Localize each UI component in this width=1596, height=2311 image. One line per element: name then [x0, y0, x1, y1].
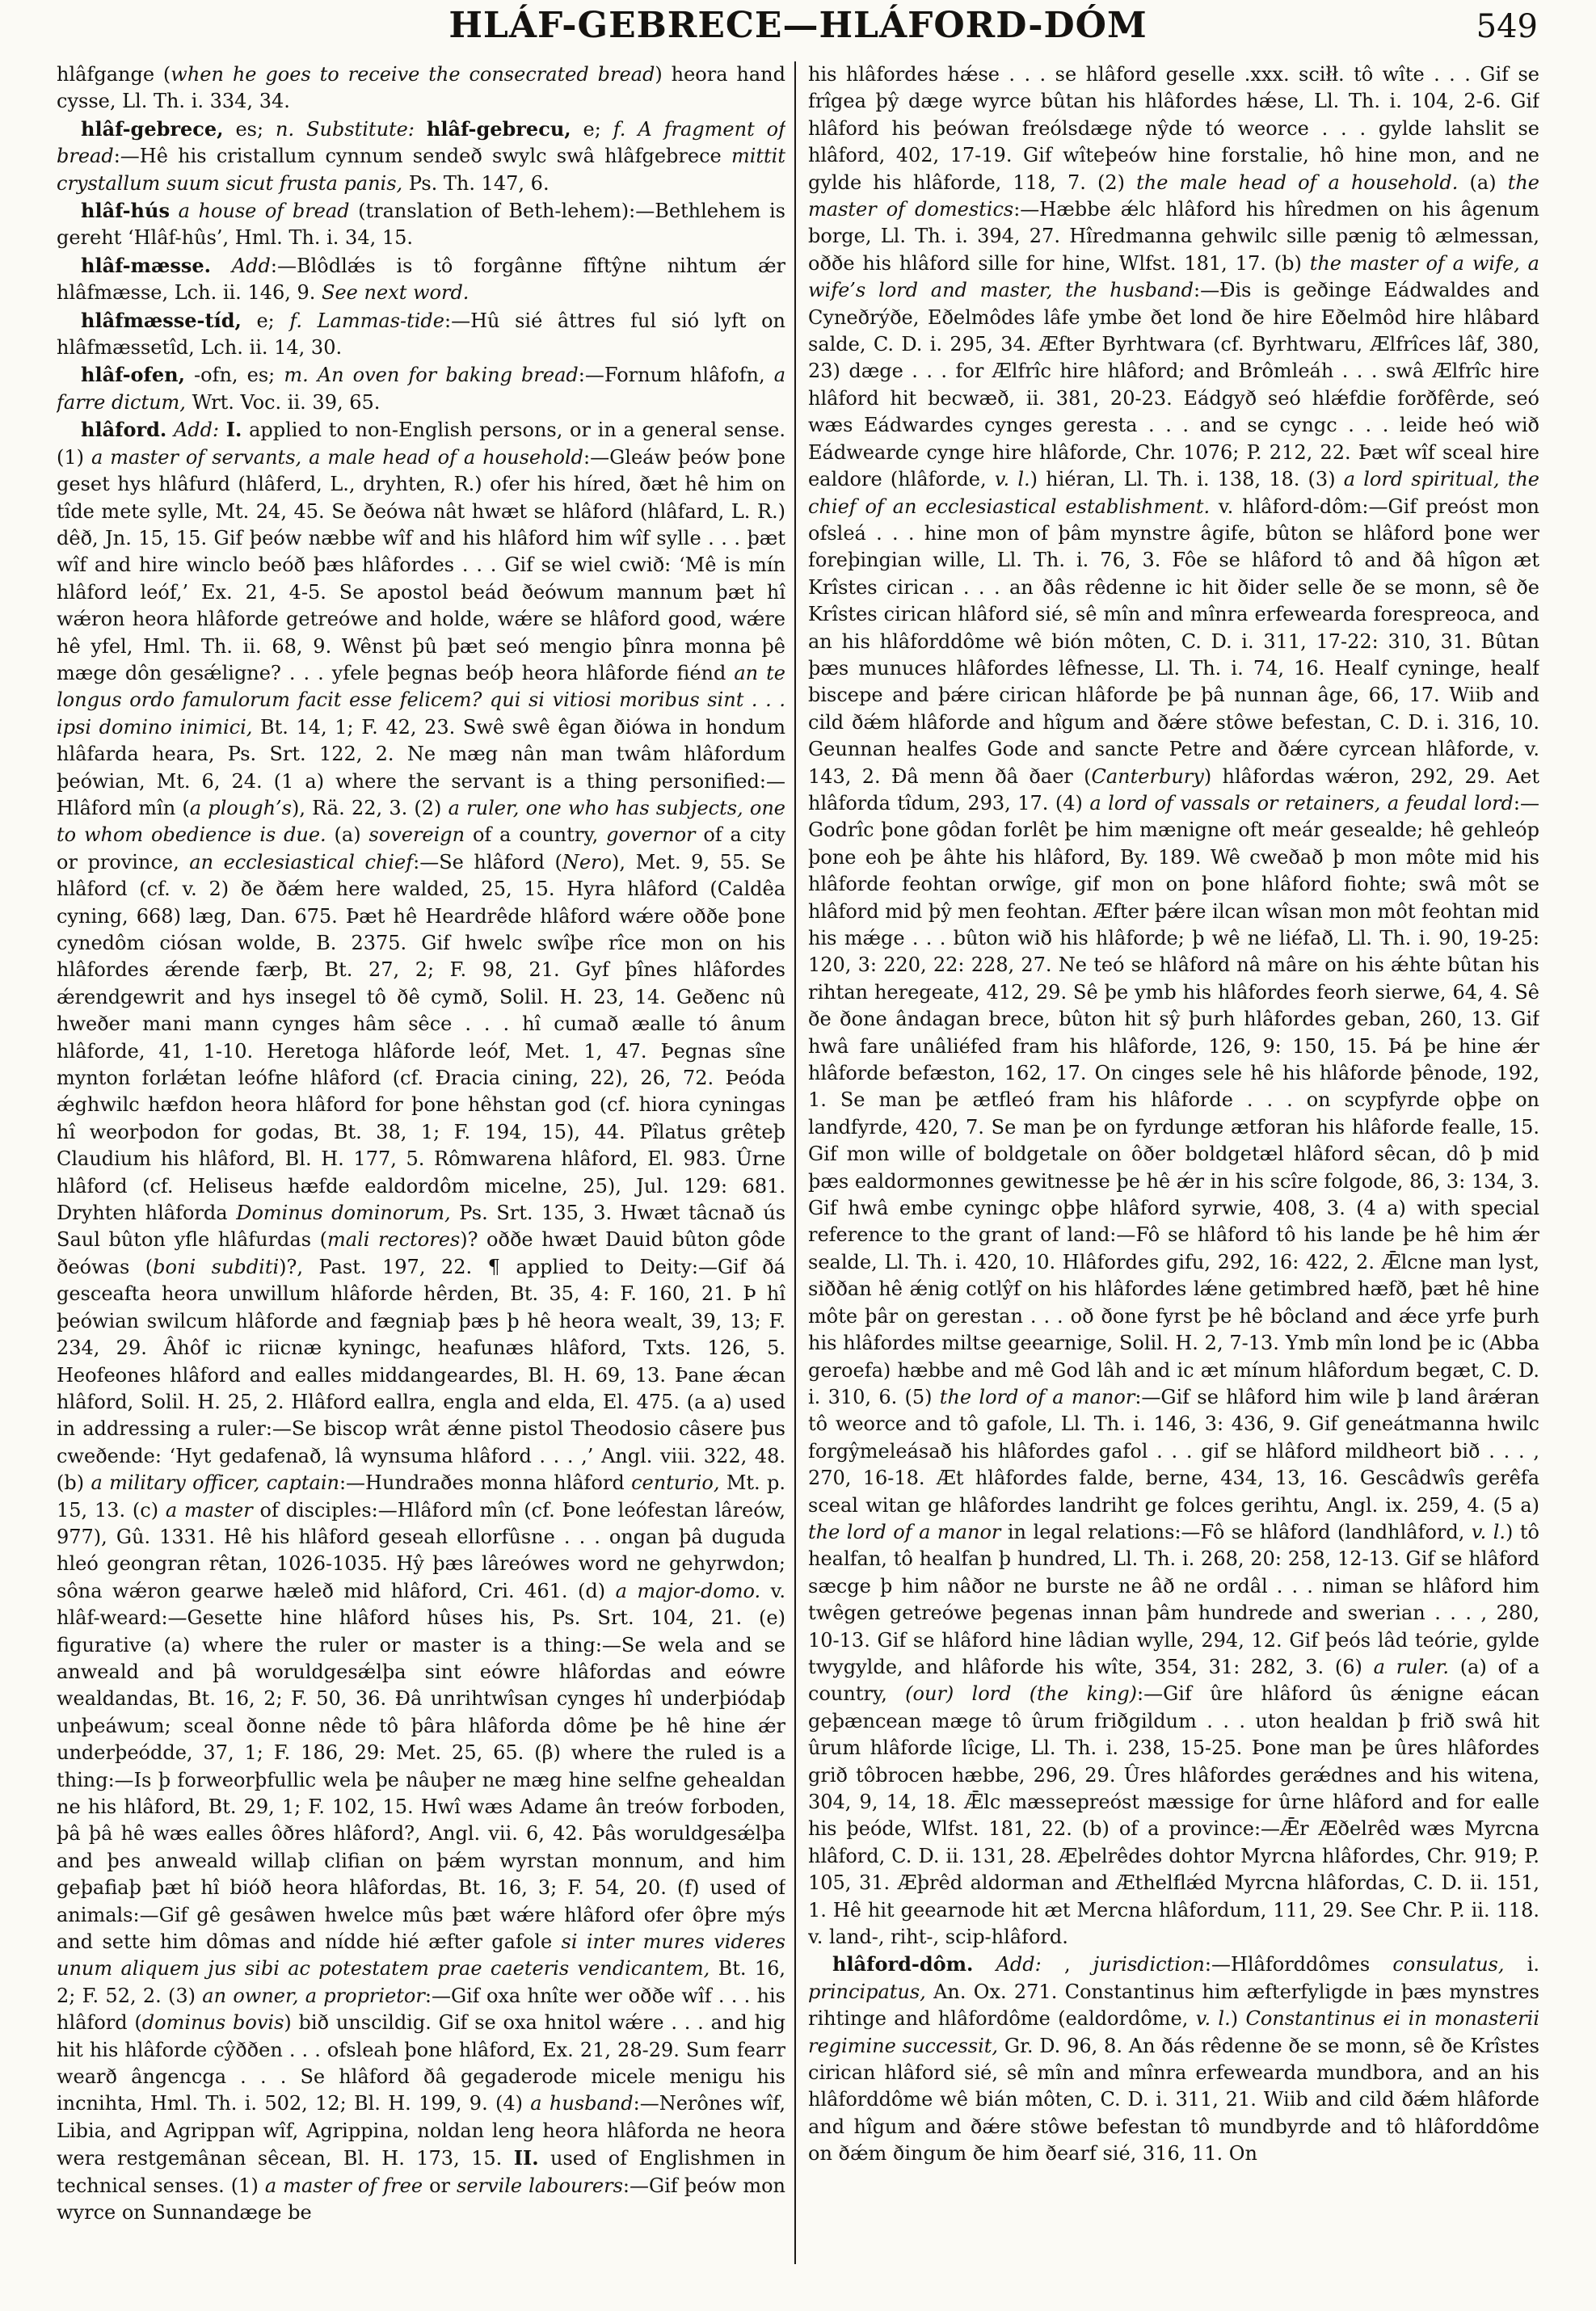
body-text: :—Hlâforddômes	[1204, 1953, 1393, 1976]
body-text: in legal relations:—Fô se hlâford (landhlâford,	[1000, 1520, 1472, 1543]
dictionary-entry	[57, 116, 785, 197]
italic-text: Constantinus ei in monasterii regimine successit,	[808, 2007, 1539, 2057]
italic-text: when he goes to receive the consecrated bread	[171, 63, 655, 86]
headword-text: II.	[513, 2146, 539, 2170]
body-text: :—Hê his cristallum cynnum sendeð swylc swâ hlâfgebrece	[113, 145, 731, 168]
italic-text: n.	[276, 117, 295, 141]
italic-text: v. l.	[994, 468, 1030, 491]
body-text: (a) of a country,	[808, 1655, 1539, 1706]
body-text: :—Nerônes wîf, Libia, and Agrippan wîf, Agrippina, noldan leng heora hlâforda ne heora wera restgemânan sêcean, Bl. H. 173, 15.	[57, 2092, 785, 2170]
body-text: :—Hundraðes monna hlâford	[339, 1471, 632, 1495]
italic-text: Add:	[996, 1953, 1042, 1976]
headword-text: hlâf-gebrece,	[81, 116, 224, 141]
italic-text: a master of free	[264, 2174, 423, 2197]
italic-text: the male head of a household.	[1136, 170, 1459, 194]
italic-text: the lord of a manor	[808, 1520, 1001, 1543]
body-text: ), Met. 9, 55. Se hlâford (cf. v. 2) ðe ðǽm here walded, 25, 15. Hyra hlâford (Caldêa cyning, 668) læg, Dan. 675. Þæt hê Heardrêde hlâford wǽre oððe þone cynedôm ciósan wolde, B. 2375. Gif hwelc swîþe rîce mon on his hlâfordes ǽrende færþ, Bt. 27, 2; F. 98, 21. Gyf þînes hlâfordes ǽrendgewrit and hys insegel tô ðê cymð, Solil. H. 23, 14. Geðenc nû hweðer mani mann cynges hâm sêce . . . hî cumað æalle tó ânum hlâforde, 41, 1-10. Heretoga hlâforde leóf, Met. 1, 47. Þegnas sîne mynton forlǽtan leófne hlâford (cf. Ðracia cining, 22), 26, 72. Þeóda ǽghwilc hæfdon heora hlâford for þone hêhstan god (cf. hiora cyningas hî weorþodon for godas, Bt. 38, 1; F. 194, 15), 44. Pîlatus grêteþ Claudium his hlâford, Bl. H. 177, 5. Rômwarena hlâford, El. 983. Ûrne hlâford (cf. Heliseus hæfde ealdordôm micelne, 25), Jul. 129: 681. Dryhten hlâforda	[57, 850, 785, 1225]
body-text: :—Gif ûre hlâford ûs ǽnigne eácan geþæncean mæge tô ûrum friðgildum . . . uton healdan þ frið swâ hit ûrum hlâforde lîcige, Ll. Th. i. 238, 15-25. Þone man þe ûres hlâfordes grið tôbrocen hæbbe, 296, 29. Ûres hlâfordes gerǽdnes and his witena, 304, 9, 14, 18. Ǣlc mæssepreóst mæssige for ûrne hlâford and for ealle his þeóde, Wlfst. 181, 22. (b) of a province:—Ǣr Æðelrêd wæs Myrcna hlâford, C. D. ii. 131, 28. Æþelrêdes dohtor Myrcna hlâfordes, Chr. 919; P. 105, 31. Æþrêd aldorman and Æthelflǽd Myrcna hlâfordas, C. D. ii. 151, 1. Hê hit geearnode hit æt Mercna hlâfordum, 111, 29. See Chr. P. ii. 118. v. land-, riht-, scip-hlâford.	[808, 1682, 1539, 1949]
body-text	[219, 419, 226, 441]
page-number: 549	[1476, 8, 1538, 45]
headword-text: hlâford.	[81, 418, 167, 442]
body-text: :—Ðis is geðinge Eádwaldes and Cyneðrýðe, Eðelmôdes lâfe ymbe ðet lond ðe hire Eðelmôd hire hlâbard salde, C. D. i. 295, 34. Æfter Byrhtwara (cf. Byrhtwaru, Ælfrîces lâf, 380, 23) dæge . . . for Ælfrîc hire hlâford; and Brômleáh . . . swâ Ælfrîc hire hlâford hit becwæð, ii. 381, 20-23. Eádgyð seó hlǽfdie forðfêrde, seó wæs Eádwardes cynges geresta . . . and se cyngc . . . leide heó wið Eádwearde cynge hire hlâforde, Chr. 1076; P. 212, 22. Þæt wîf sceal hire ealdore (hlâforde,	[808, 279, 1539, 491]
headword-text: hlâf-gebrecu,	[426, 116, 571, 141]
body-text: v. hlâf-weard:—Gesette hine hlâford hûses his, Ps. Srt. 104, 21. (e) figurative (a) where the ruler or master is a thing:—Se wela and se anweald and þâ woruldgesǽlþa sint eówre hlâfordas and eówre wealdandas, Bt. 16, 2; F. 50, 36. Ðâ unrihtwîsan cynges hî underþiódaþ unþeáwum; sceal ðonne nêde tô þâra hlâforda dôme þe hê hine ǽr underþeódde, 37, 1; F. 186, 29: Met. 25, 65. (β) where the ruled is a thing:—Is þ forweorþfullic wela þe nâuþer ne mæg hine selfne gehealdan ne his hlâford, Bt. 29, 1; F. 102, 15. Hwî wæs Adame ân treów forboden, þâ þâ hê wæs ealles ôðres hlâford?, Angl. vii. 6, 42. Þâs woruldgesǽlþa and þes anweald willaþ clifian on þǽm wyrstan monnum, and him geþafiaþ þæt hî bióð heora hlâfordas, Bt. 16, 3; F. 54, 20. (f) used of animals:—Gif gê gesâwen hwelce mûs þæt wǽre hlâford ofer ôþre mýs and sette him dômas and nídde hié æfter gafole	[57, 1579, 785, 1954]
italic-text: m. An oven for baking bread	[284, 364, 579, 387]
italic-text: a major-domo.	[615, 1579, 761, 1602]
italic-text: Dominus dominorum,	[236, 1202, 451, 1225]
headword-text: hlâf-ofen,	[81, 363, 185, 387]
body-text: :—Godrîc þone gôdan forlêt þe him mænigne oft meár gesealde; hê gehleóp þone eoh þe âhte his hlâford, By. 189. Wê cweðað þ mon môte mid his hlâforde feohtan orwîge, gif mon on þone hlâford fiohte; swâ môt se hlâford mid þŷ men feohtan. Æfter þǽre ilcan wîsan mon môt feohtan mid his mǽge . . . bûton wið his hlâforde; þ wê ne liéfað, Ll. Th. i. 90, 19-25: 120, 3: 220, 22: 228, 27. Ne teó se hlâford nâ mâre on his ǽhte bûtan his rihtan heregeate, 412, 29. Sê þe ymb his hlâfordes feorh sierwe, 64, 4. Sê ðe ðone ândagan brece, bûton hit sŷ þurh hlâfordes geban, 260, 13. Gif hwâ fare unâliéfed fram his hlâforde, 126, 9: 150, 15. Þá þe hine ǽr hlâforde befæston, 162, 17. On cinges sele hê his hlâforde þênode, 192, 1. Se man þe ætfleó fram his hlâforde . . . on scypfyrde oþþe on landfyrde, 420, 7. Se man þe on fyrdunge ætforan his hlâforde fealle, 15. Gif mon wille of boldgetale on ôðer boldgetæl hlâford sêcan, dô þ mid þæs ealdormonnes gewitnesse þe hê ǽr in his scîre folgode, 86, 3: 134, 3. Gif hwâ embe cyningc oþþe hlâford syrwie, 408, 3. (4 a) with special reference to the grant of land:—Fô se hlâford tô his lande þe hê him ǽr sealde, Ll. Th. i. 420, 10. Hlâfordes gifu, 292, 16: 422, 2. Ǣlcne man lyst, siððan hê ǽnig cotlŷf on his hlâfordes lǽne getimbred hæfð, þæt hê hine môte þâr on gerestan . . . oð ðone fyrst þe hê bôcland and ǽce yrfe þurh his hlâfordes miltse geearnige, Solil. H. 2, 7-13. Ymb mîn lond þe ic (Abba geroefa) hæbbe and mê God lâh and ic æt mínum hlâfordum begæt, C. D. i. 310, 6. (5)	[808, 791, 1539, 1408]
body-text: ) hiéran, Ll. Th. i. 138, 18. (3)	[1030, 468, 1344, 491]
italic-text: a ruler, one who has subjects, one to whom obedience is due.	[57, 796, 785, 847]
italic-text: f. A fragment of bread	[57, 117, 785, 168]
body-text	[415, 118, 427, 141]
body-text: :—Se hlâford (	[413, 850, 562, 873]
running-head-title: HLÁF-GEBRECE—HLÁFORD-DÓM	[448, 5, 1148, 46]
body-text: ), Rä. 22, 3. (2)	[291, 796, 448, 819]
headword-text: hlâford-dôm.	[832, 1952, 974, 1976]
body-text: of a country,	[465, 823, 607, 847]
body-text: (translation of Beth-lehem):—Bethlehem is gereht ‘Hlâf-hûs’, Hml. Th. i. 34, 15.	[57, 200, 785, 250]
body-text: used of Englishmen in technical senses. (1)	[57, 2147, 785, 2197]
dictionary-entry	[808, 61, 1539, 1951]
italic-text: principatus,	[808, 1980, 926, 2003]
headword-text: I.	[225, 418, 242, 442]
body-text: -ofn, es;	[184, 364, 284, 387]
body-text: e;	[571, 117, 613, 141]
italic-text: governor	[606, 823, 696, 847]
dictionary-entry	[57, 252, 785, 307]
body-text: i.	[1504, 1953, 1539, 1976]
body-text: :—Gif oxa hnîte wer oððe wîf . . . his hlâford (	[57, 1984, 785, 2035]
dictionary-entry	[808, 1951, 1539, 2167]
headword-text: hlâfmæsse-tíd,	[81, 308, 242, 332]
italic-text: Add	[231, 254, 271, 277]
dictionary-entry	[57, 61, 785, 116]
body-text: of a city or province,	[57, 823, 785, 873]
italic-text: Substitute:	[306, 117, 415, 141]
italic-text: Nero	[562, 850, 613, 873]
body-text: :—Hû sié âttres ful sió lyft on hlâfmæssetîd, Lch. ii. 14, 30.	[57, 309, 785, 360]
body-text: Gr. D. 96, 8. An ðás rêdenne ðe se monn, sê ðe Krîstes cirican hlâford sié, sê mîn and mînra erfewearda mundbora, and an his hlâforddôme wê bián môten, C. D. i. 311, 21. Wiib and cild ðǽm hlâforde and hîgum and ðǽre stôwe befestan tô mundbyrde and tô hlâforddôme on ðǽm ðingum ðe him ðearf sié, 316, 11. On	[808, 2034, 1539, 2166]
body-text: :—Fornum hlâfofn,	[578, 364, 774, 387]
italic-text: centurio,	[631, 1471, 720, 1495]
body-text: Ps. Th. 147, 6.	[402, 171, 550, 195]
italic-text: a lord of vassals or retainers, a feudal lord	[1089, 791, 1514, 815]
body-text: (a)	[326, 823, 369, 847]
italic-text: an ecclesiastical chief	[189, 850, 414, 873]
body-text: v. hlâford-dôm:—Gif preóst mon ofsleá . . . hine mon of þâm mynstre âgife, bûton se hlâford þone wer foreþingian wille, Ll. Th. i. 76, 3. Fôe se hlâford tô and ðâ hîgon æt Krîstes cirican . . . an ðâs rêdenne ic hit ðider selle ðe se monn, sê ðe Krîstes cirican hlâford sié, sê mîn and mînra erfewearda forespreoca, and an his hlâforddôme wê bión môten, C. D. i. 311, 17-22: 310, 31. Bûtan þæs munuces hlâfordes lêfnesse, Ll. Th. i. 74, 16. Healf cyninge, healf biscepe and þǽre cirican hlâforde þe þâ nunnan âge, 66, 17. Wiib and cild ðǽm hlâforde and hîgum and ðǽre stôwe befestan, C. D. i. 316, 10. Geunnan healfes Gode and sancte Petre and ðǽre cyrcean hlâforde, v. 143, 2. Ðâ menn ðâ ðaer (	[808, 495, 1539, 788]
body-text: ) bið unscildig. Gif se oxa hnitol wǽre . . . and hig hit his hlâforde cŷððen . . . ofsleah þone hlâford, Ex. 21, 28-29. Sum fearr wearð ângencga . . . Se hlâford ðâ gegaderode micele menigu his incnihta, Hml. Th. i. 502, 12; Bl. H. 199, 9. (4)	[57, 2011, 785, 2115]
italic-text: mali rectores	[327, 1228, 461, 1252]
body-text	[170, 200, 179, 222]
body-text	[1011, 1682, 1029, 1705]
column-divider-rule	[794, 61, 796, 2264]
headword-text: hlâf-mæsse.	[81, 253, 211, 277]
dictionary-entry	[57, 361, 785, 416]
italic-text: Add:	[173, 419, 220, 442]
italic-text: boni subditi	[153, 1255, 280, 1278]
body-text: es;	[223, 117, 276, 141]
body-text: ) hlâfordas wǽron, 292, 29. Aet hlâforda tîdum, 293, 17. (4)	[808, 764, 1539, 815]
body-text: or	[423, 2174, 457, 2197]
body-text: )	[1230, 2007, 1246, 2031]
italic-text: the master of a wife, a wife’s lord and master, the husband	[808, 251, 1539, 302]
body-text: his hlâfordes hǽse . . . se hlâford geselle .xxx. sciłł. tô wîte . . . Gif se frîgea þŷ dæge wyrce bûtan his hlâfordes hǽse, Ll. Th. i. 104, 2-6. Gif hlâford his þeówan freólsdæge nŷde tó weorce . . . gylde lahslit se hlâford, 402, 17-19. Gif wîteþeów hine forstalie, hô hine mon, and ne gylde his hlâforde, 118, 7. (2)	[808, 63, 1539, 194]
italic-text: v. l.	[1471, 1520, 1506, 1543]
italic-text: the master of domestics	[808, 170, 1539, 221]
body-text	[211, 255, 232, 277]
body-text: (a)	[1458, 170, 1508, 194]
body-text: applied to non-English persons, or in a general sense. (1)	[57, 419, 785, 469]
italic-text: dominus bovis	[141, 2011, 284, 2035]
body-text: Mt. p. 15, 13. (c)	[57, 1471, 785, 1522]
body-text: )? oððe hwæt Dauid bûton gôde ðeówas (	[57, 1228, 785, 1278]
body-text: :—Gleáw þeów þone geset hys hlâfurd (hlâferd, L., dryhten, R.) ofer his híred, ðæt hê him on tîde mete sylle, Mt. 24, 45. Se ðeówa nât hwæt se hlâford (hlâfard, L. R.) dêð, Jn. 15, 15. Gif þeów næbbe wîf and his hlâford him wîf sylle . . . þæt wîf and hire winclo beóð þæs hlâfordes . . . Gif se wiel cwið: ‘Mê is mín hlâford leóf,’ Ex. 21, 4-5. Se apostol beád ðeówum mannum þæt hî wǽron heora hlâforde getreówe and holde, wǽre se hlâford good, wǽre hê yfel, Hml. Th. ii. 68, 9. Wênst þû þæt seó mengio þînra monna þê mæge dôn gesǽligne? . . . yfele þegnas beóþ heora hlâforde fiénd	[57, 445, 785, 684]
body-text: Bt. 14, 1; F. 42, 23. Swê swê êgan ðiówa in hondum hlâfarda heara, Ps. Srt. 122, 2. Ne mæg nân man twâm hlâfordum þeówian, Mt. 6, 24. (1 a) where the servant is a thing personified:—Hlâford mîn (	[57, 715, 785, 819]
italic-text: a military officer, captain	[91, 1471, 339, 1495]
italic-text: Canterbury	[1091, 764, 1204, 788]
body-text: Bt. 16, 2; F. 52, 2. (3)	[57, 1957, 785, 2007]
italic-text: the lord of a manor	[939, 1385, 1135, 1408]
body-text: ) heora hand cysse, Ll. Th. i. 334, 34.	[57, 63, 785, 113]
body-text: ,	[1041, 1953, 1093, 1976]
body-text: Ps. Srt. 135, 3. Hwæt tâcnað ús Saul bûton yfle hlâfurdas (	[57, 1202, 785, 1252]
italic-text: an te longus ordo famulorum facit esse felicem? qui si vitiosi moribus sint . . . ipsi domino inimici,	[57, 661, 785, 739]
italic-text: mittit crystallum suum sicut frusta panis,	[57, 145, 785, 195]
body-text: hlâfgange (	[57, 63, 171, 86]
italic-text: (the king)	[1029, 1682, 1138, 1706]
italic-text: si inter mures videres unum aliquem jus sibi ac potestatem prae caeteris vendicantem,	[57, 1930, 785, 1981]
italic-text: v. l.	[1195, 2007, 1231, 2031]
body-text	[973, 1953, 996, 1976]
body-text: :—Blôdlǽs is tô forgânne fîftŷne nihtum ǽr hlâfmæsse, Lch. ii. 146, 9.	[57, 254, 785, 305]
italic-text: See next word.	[322, 281, 470, 305]
body-text: ) tô healfan, tô healfan þ hundred, Ll. Th. i. 268, 20: 258, 12-13. Gif se hlâford sæcge þ him nâðor ne burste ne âð ne ordâl . . . niman se hlâford him twêgen getreówe þegenas innan þâm hundrede and swerian . . . , 280, 10-13. Gif se hlâford hine lâdian wylle, 294, 12. Gif þeós lâd teórie, gylde twygylde, and hlâforde his wîte, 354, 31: 282, 3. (6)	[808, 1520, 1539, 1678]
dictionary-entry	[57, 307, 785, 362]
body-text: :—Hæbbe ǽlc hlâford his hîredmen on his âgenum borge, Ll. Th. i. 394, 27. Hîredmanna gehwilc sille pænig tô ælmessan, oððe his hlâford sille for hine, Wlfst. 181, 17. (b)	[808, 198, 1539, 275]
body-text: An. Ox. 271. Constantinus him æfterfyligde in þæs mynstres rihtinge and hlâfordôme (ealdordôme,	[808, 1980, 1539, 2031]
body-text	[294, 118, 306, 141]
italic-text: jurisdiction	[1093, 1953, 1205, 1976]
italic-text: a plough’s	[189, 796, 292, 819]
italic-text: f. Lammas-tide	[289, 309, 444, 332]
dictionary-entry	[57, 416, 785, 2226]
italic-text: a husband	[530, 2092, 634, 2115]
body-text: :—Gif þeów mon wyrce on Sunnandæge be	[57, 2174, 785, 2225]
italic-text: a master	[165, 1498, 253, 1522]
col-right	[808, 61, 1539, 2292]
italic-text: servile labourers	[457, 2174, 623, 2197]
body-text: of disciples:—Hlâford mîn (cf. Þone leófestan lâreów, 977), Gû. 1331. Hê his hlâford geseah ellorfûsne . . . ongan þâ duguda hleó geongran rêtan, 1026-1035. Hŷ þæs lâreówes word ne gehyrwdon; sôna wǽron gearwe hæleð mid hlâford, Cri. 461. (d)	[57, 1498, 785, 1602]
body-text	[166, 419, 174, 441]
italic-text: a farre dictum,	[57, 364, 785, 414]
headword-text: hlâf-hús	[81, 199, 170, 223]
italic-text: a lord spiritual, the chief of an ecclesiastical establishment.	[808, 468, 1539, 518]
italic-text: sovereign	[368, 823, 465, 847]
italic-text: (our) lord	[905, 1682, 1012, 1706]
body-text: )?, Past. 197, 22. ¶ applied to Deity:—Gif ðá gesceafta heora unwillum hlâforde hêrden, Bt. 35, 4: F. 160, 21. Þ hî þeówian swilcum hlâforde and fægniaþ þæs þ hê heora wealt, 39, 13; F. 234, 29. Âhôf ic riicnæ kyningc, heafunæs hlâford, Txts. 126, 5. Heofeones hlâford and ealles middangeardes, Bl. H. 69, 13. Þane ǽcan hlâford, Solil. H. 25, 2. Hlâford eallra, engla and elda, El. 475. (a a) used in addressing a ruler:—Se biscop wrât ǽnne pistol Theodosio câsere þus cweðende: ‘Hyt gedafenað, lâ wynsuma hlâford . . . ,’ Angl. viii. 322, 48. (b)	[57, 1255, 785, 1495]
italic-text: a master of servants, a male head of a household	[91, 445, 584, 469]
italic-text: consulatus,	[1392, 1953, 1505, 1976]
body-text: :—Gif se hlâford him wile þ land ârǽran tô weorce and tô gafole, Ll. Th. i. 146, 3: 436, 9. Gif geneátmanna hwilc forgŷmeleásað his hlâfordes gafol . . . gif se hlâford mildheort bið . . . , 270, 16-18. Æt hlâfordes falde, berne, 434, 13, 16. Gescâdwîs gerêfa sceal witan ge hlâfordes landriht ge folces gerihtu, Angl. ix. 259, 4. (5 a)	[808, 1385, 1539, 1517]
col-left	[57, 61, 785, 2292]
dictionary-entry	[57, 197, 785, 252]
body-text: e;	[241, 309, 290, 332]
italic-text: a house of bread	[178, 200, 350, 223]
body-text: Wrt. Voc. ii. 39, 65.	[185, 390, 381, 414]
italic-text: a ruler.	[1373, 1655, 1450, 1678]
italic-text: an owner, a proprietor	[202, 1984, 425, 2007]
